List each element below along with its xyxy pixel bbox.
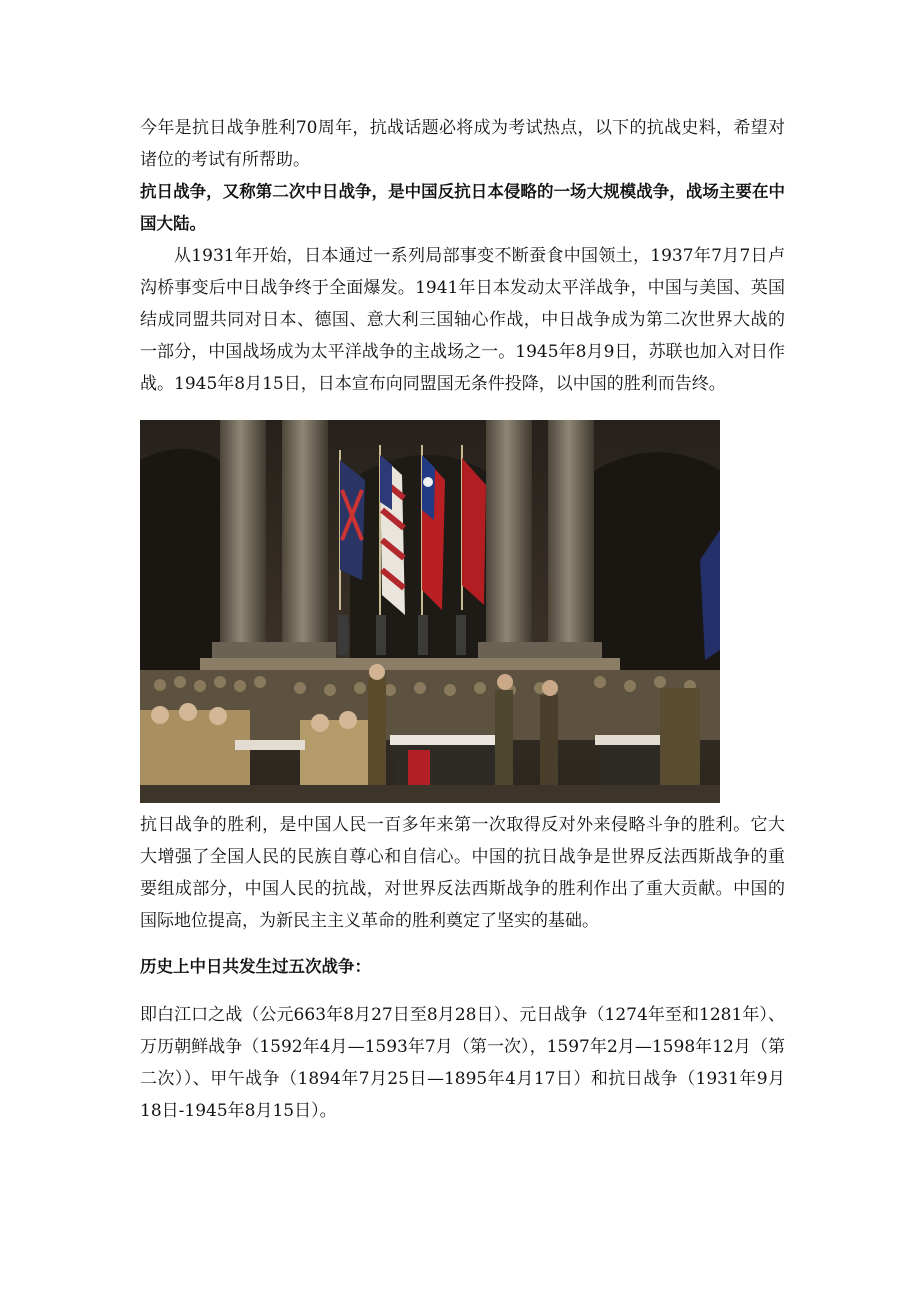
definition-paragraph: 抗日战争，又称第二次中日战争，是中国反抗日本侵略的一场大规模战争，战场主要在中国大陆。 (140, 182, 785, 233)
history-paragraph: 从1931年开始，日本通过一系列局部事变不断蚕食中国领土，1937年7月7日卢沟桥事变后中日战争终于全面爆发。1941年日本发动太平洋战争，中国与美国、英国结成同盟共同对日本、德国、意大利三国轴心作战，中日战争成为第二次世界大战的一部分，中国战场成为太平洋战争的主战场之一。1945年8月9日，苏联也加入对日作战。1945年8月15日，日本宣布向同盟国无条件投降，以中国的胜利而告终。 (140, 246, 785, 394)
surrender-ceremony-illustration (140, 420, 720, 803)
wars-list-paragraph: 即白江口之战（公元663年8月27日至8月28日）、元日战争（1274年至和1281年）、万历朝鲜战争（1592年4月—1593年7月（第一次），1597年2月—1598年12月（第二次））、甲午战争（1894年7月25日—1895年4月17日）和抗日战争（1931年9月18日-1945年8月15日）。 (140, 1005, 785, 1121)
document-page (140, 112, 785, 1127)
significance-paragraph: 抗日战争的胜利，是中国人民一百多年来第一次取得反对外来侵略斗争的胜利。它大大增强了全国人民的民族自尊心和自信心。中国的抗日战争是世界反法西斯战争的重要组成部分，中国人民的抗战，对世界反法西斯战争的胜利作出了重大贡献。中国的国际地位提高，为新民主主义革命的胜利奠定了坚实的基础。 (140, 815, 785, 931)
surrender-ceremony-photo (140, 420, 720, 803)
wars-heading: 历史上中日共发生过五次战争： (140, 957, 371, 976)
intro-paragraph: 今年是抗日战争胜利70周年，抗战话题必将成为考试热点，以下的抗战史料，希望对诸位的考试有所帮助。 (140, 118, 785, 170)
